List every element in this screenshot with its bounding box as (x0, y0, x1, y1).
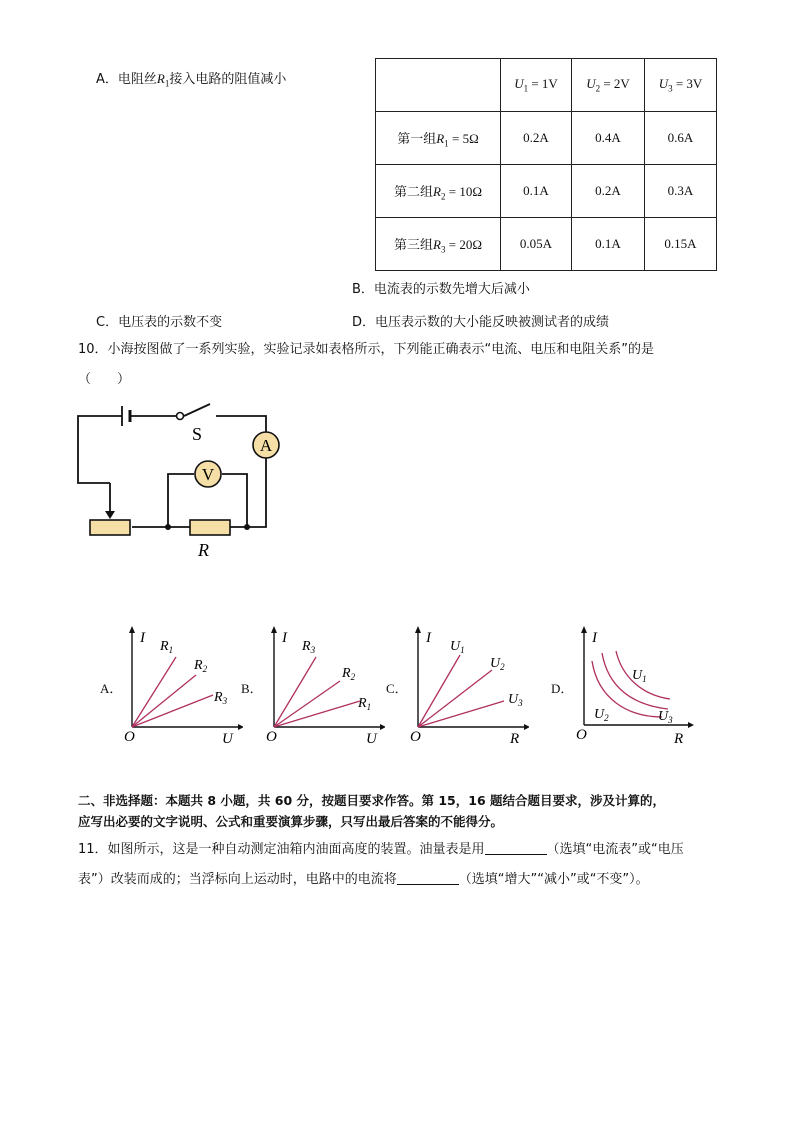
section-2-heading-line2: 应写出必要的文字说明、公式和重要演算步骤，只写出最后答案的不能得分。 (78, 814, 504, 829)
table-cell: 0.3A (645, 165, 717, 218)
option-c: C．电压表的示数不变 (96, 315, 223, 330)
table-header: $U_1 = 1V$ (501, 59, 572, 112)
axis-x-label: U (366, 731, 377, 747)
line-label: $U_2$ (594, 707, 609, 723)
table-row (376, 112, 717, 165)
axis-y-label: I (426, 630, 431, 646)
origin-label: O (124, 729, 135, 745)
q11-text: （选填“增大”“减小”或“不变”）。 (458, 872, 649, 887)
question-10-stem: 10．小海按图做了一系列实验，实验记录如表格所示，下列能正确表示“电流、电压和电阻关系”的是 (78, 342, 655, 357)
graph-d (570, 625, 695, 750)
origin-label: O (576, 727, 587, 743)
axis-x-label: R (510, 731, 520, 747)
line-u2 (418, 670, 492, 727)
axis-x-label: U (222, 731, 233, 747)
line-r1 (132, 657, 176, 727)
table-row (376, 165, 717, 218)
axis-y-label: I (282, 630, 287, 646)
line-label: $R_1$ (160, 639, 174, 655)
table-header: $U_3 = 3V$ (645, 59, 717, 112)
line-label: $R_3$ (214, 690, 228, 706)
table-header-row (376, 59, 717, 112)
line-label: $U_1$ (632, 668, 647, 684)
blank-1[interactable] (485, 840, 547, 855)
table-cell: 0.1A (501, 165, 572, 218)
line-label: $R_3$ (302, 639, 316, 655)
blank-2[interactable] (397, 870, 459, 885)
table-cell: 0.4A (572, 112, 645, 165)
data-table (375, 58, 717, 271)
table-header: $U_2 = 2V$ (572, 59, 645, 112)
line-label: $R_2$ (194, 658, 208, 674)
switch-label: S (192, 424, 203, 444)
origin-label: O (410, 729, 421, 745)
line-label: $U_2$ (490, 656, 505, 672)
graph-c-letter: C． (386, 681, 408, 696)
table-cell: 0.15A (645, 218, 717, 271)
line-r2 (274, 681, 340, 727)
row-label: 第一组$R_1 = 5\Omega$ (376, 112, 501, 165)
q11-text: 表”）改装而成的；当浮标向上运动时，电路中的电流将 (78, 872, 397, 887)
q11-text: 11．如图所示，这是一种自动测定油箱内油面高度的装置。油量表是用 (78, 842, 485, 857)
graph-a (118, 625, 243, 750)
table-cell: 0.6A (645, 112, 717, 165)
axis-y-label: I (140, 630, 145, 646)
line-label: $U_1$ (450, 639, 465, 655)
rheostat (90, 520, 130, 535)
table-cell: 0.2A (572, 165, 645, 218)
axis-x-label: R (674, 731, 684, 747)
option-a-var: R (156, 71, 165, 86)
table-cell: 0.2A (501, 112, 572, 165)
origin-label: O (266, 729, 277, 745)
graph-a-letter: A． (100, 681, 123, 696)
graph-b (260, 625, 385, 750)
question-11-line2 (78, 866, 649, 894)
ammeter-label: A (259, 436, 273, 455)
answer-paren: （ ） (78, 372, 131, 387)
circuit-diagram (70, 395, 290, 565)
q11-text: （选填“电流表”或“电压 (546, 842, 684, 857)
line-label: $R_1$ (358, 696, 372, 712)
option-b: B．电流表的示数先增大后减小 (352, 282, 530, 297)
graph-d-letter: D． (551, 681, 574, 696)
voltmeter-label: V (201, 465, 215, 484)
line-r3 (132, 695, 213, 727)
table-cell: 0.05A (501, 218, 572, 271)
option-a-text: A．电阻丝 (96, 72, 157, 87)
table-cell: 0.1A (572, 218, 645, 271)
graph-b-letter: B． (241, 681, 263, 696)
table-corner (376, 59, 501, 112)
option-a-sub: 1 (164, 78, 170, 89)
line-label: $R_2$ (342, 666, 356, 682)
line-label: $U_3$ (658, 709, 673, 725)
line-r2 (132, 675, 196, 727)
option-a (96, 68, 286, 89)
line-label: $U_3$ (508, 692, 523, 708)
section-2-heading-line1: 二、非选择题：本题共 8 小题，共 60 分，按题目要求作答。第 15，16 题结合题目要求，涉及计算的， (78, 793, 665, 808)
option-d: D．电压表示数的大小能反映被测试者的成绩 (352, 315, 610, 330)
option-a-text-post: 接入电路的阻值减小 (169, 72, 287, 87)
resistor-label: R (198, 540, 209, 560)
table-row (376, 218, 717, 271)
row-label: 第二组$R_2 = 10\Omega$ (376, 165, 501, 218)
resistor (190, 520, 230, 535)
graph-c (404, 625, 529, 750)
axis-y-label: I (592, 630, 597, 646)
row-label: 第三组$R_3 = 20\Omega$ (376, 218, 501, 271)
question-11-line1 (78, 836, 684, 864)
